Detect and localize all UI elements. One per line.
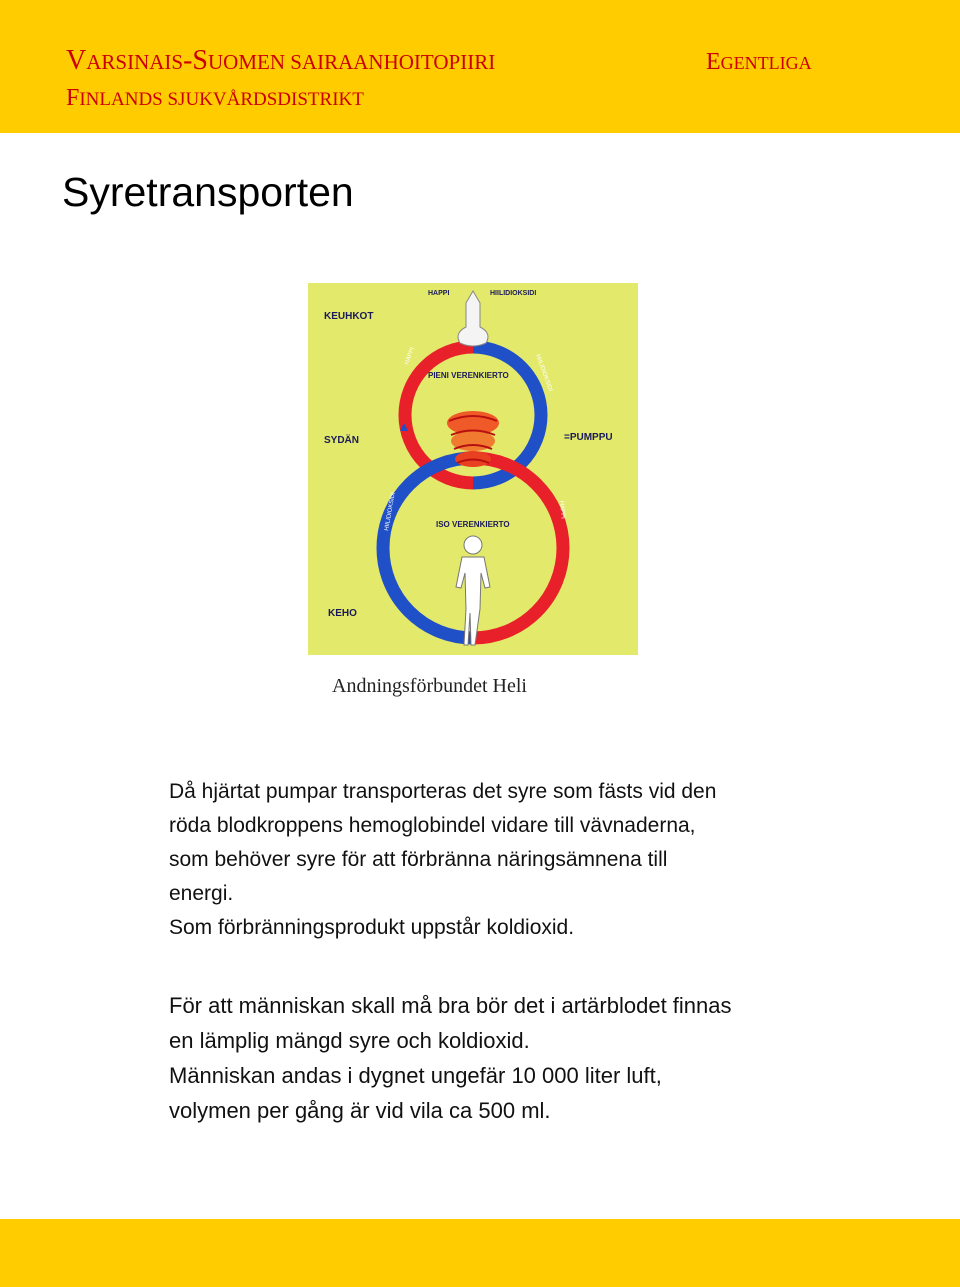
text-line: energi. bbox=[169, 882, 234, 905]
label-heart: SYDÄN bbox=[324, 435, 360, 446]
document-type: EGENTLIGA bbox=[706, 49, 812, 75]
org-name-swedish: FINLANDS SJUKVÅRDSDISTRIKT bbox=[66, 85, 364, 111]
text-line: Människan andas i dygnet ungefär 10 000 liter luft, bbox=[169, 1063, 662, 1088]
arrow-label-happi-right: HAPPI bbox=[558, 500, 566, 520]
text-line: volymen per gång är vid vila ca 500 ml. bbox=[169, 1098, 551, 1123]
figure-caption: Andningsförbundet Heli bbox=[332, 675, 527, 697]
label-body: KEHO bbox=[328, 608, 357, 619]
paragraph-1 bbox=[169, 775, 716, 945]
text-line: Då hjärtat pumpar transporteras det syre som fästs vid den bbox=[169, 780, 717, 803]
label-co2: HIILIDIOKSIDI bbox=[490, 290, 537, 297]
org-name-finnish: VARSINAIS-SUOMEN SAIRAANHOITOPIIRI bbox=[66, 45, 496, 76]
arrow-label-happi-left: HAPPI bbox=[404, 346, 417, 366]
arrow-label-co2-left: HIILIDIOKSIDI bbox=[384, 491, 397, 532]
label-pump: =PUMPPU bbox=[564, 432, 613, 443]
text-line: en lämplig mängd syre och koldioxid. bbox=[169, 1028, 530, 1053]
text-line: som behöver syre för att förbränna näringsämnena till bbox=[169, 848, 668, 871]
paragraph-2 bbox=[169, 988, 732, 1128]
lungs-icon bbox=[458, 291, 488, 346]
page-title: Syretransporten bbox=[62, 169, 354, 215]
label-lungs: KEUHKOT bbox=[324, 311, 374, 322]
circulation-diagram bbox=[308, 283, 638, 655]
label-small-circulation: PIENI VERENKIERTO bbox=[428, 371, 509, 380]
text-line: röda blodkroppens hemoglobindel vidare till vävnaderna, bbox=[169, 814, 696, 837]
arrow-label-co2-right: HIILIDIOKSIDI bbox=[534, 353, 554, 393]
person-icon bbox=[456, 536, 490, 645]
text-line: Som förbränningsprodukt uppstår koldioxid. bbox=[169, 916, 575, 939]
label-large-circulation: ISO VERENKIERTO bbox=[436, 520, 510, 529]
label-oxygen: HAPPI bbox=[428, 290, 450, 297]
text-line: För att människan skall må bra bör det i artärblodet finnas bbox=[169, 993, 732, 1018]
header-bar bbox=[0, 0, 960, 133]
footer-bar bbox=[0, 1219, 960, 1287]
